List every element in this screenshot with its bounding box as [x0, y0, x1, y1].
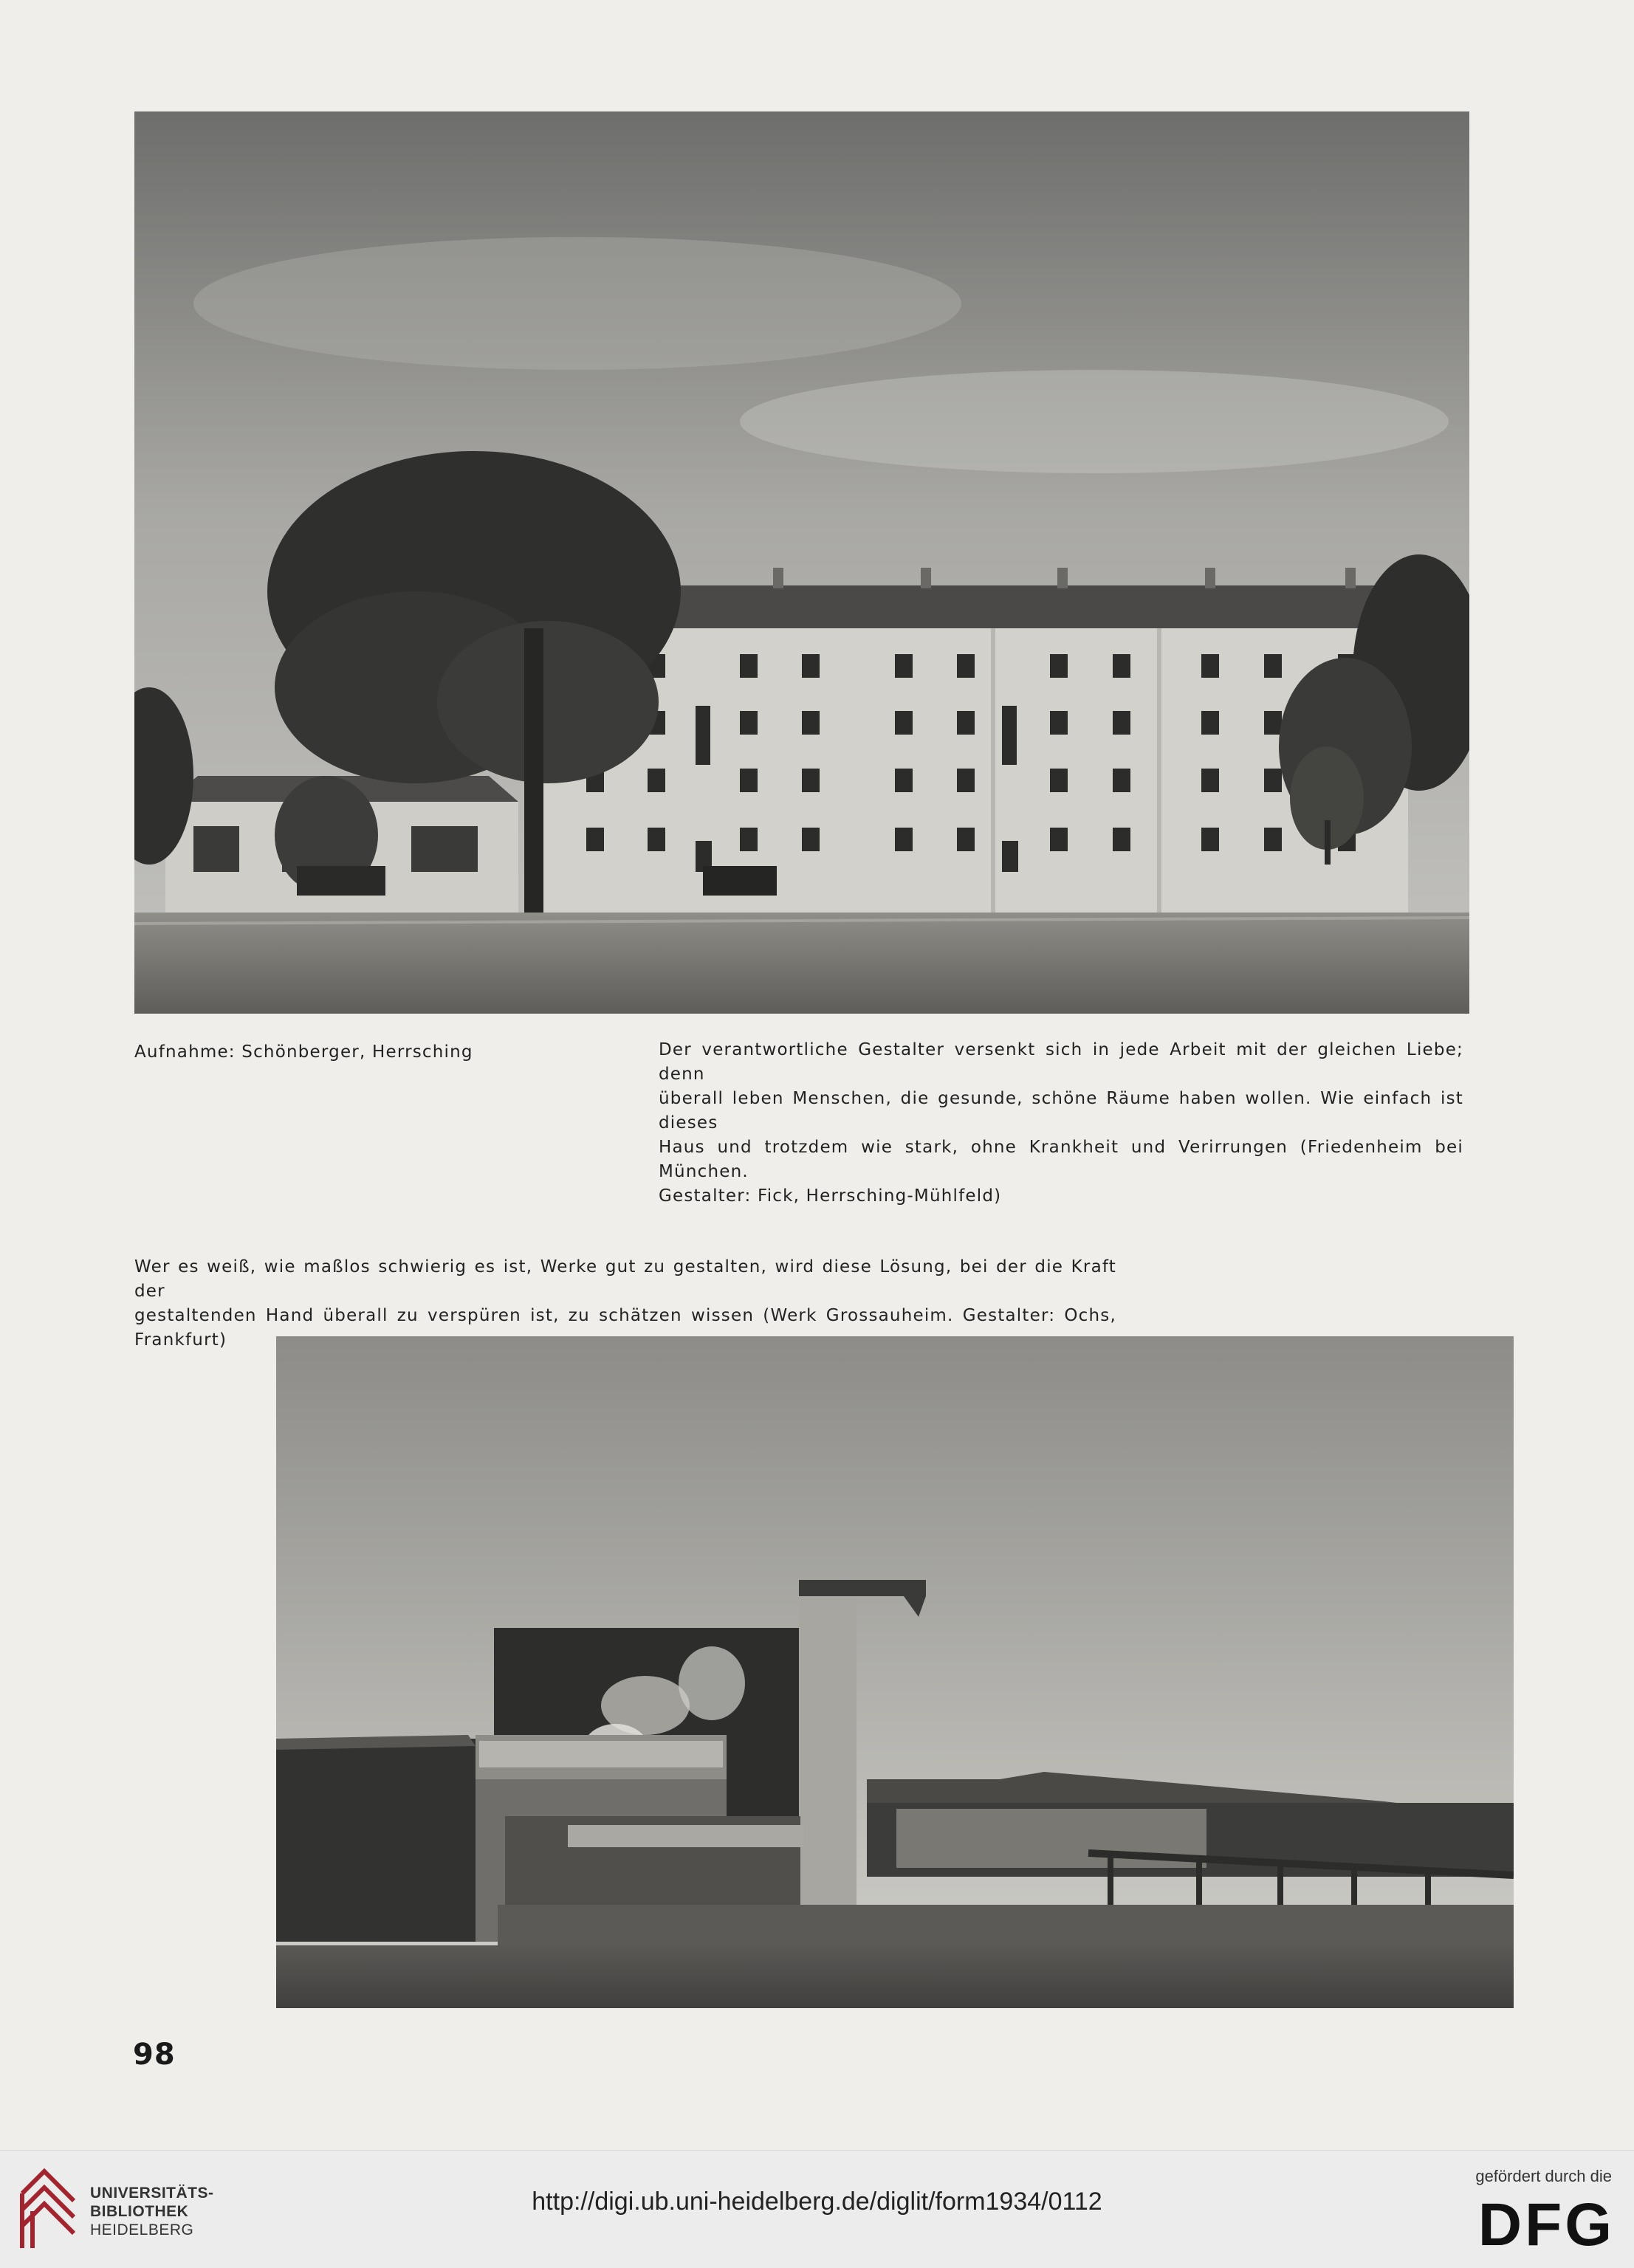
caption-apartment-building	[659, 1038, 1463, 1209]
library-name-line: UNIVERSITÄTS-	[90, 2185, 214, 2202]
photo-credit: Aufnahme: Schönberger, Herrsching	[134, 1042, 473, 1062]
caption-line: überall leben Menschen, die gesunde, schöne Räume haben wollen. Wie einfach ist dieses	[659, 1089, 1463, 1133]
dfg-logo-icon: DFG	[1477, 2191, 1615, 2258]
caption-line: Haus und trotzdem wie stark, ohne Krankheit und Verirrungen (Friedenheim bei München.	[659, 1138, 1463, 1181]
photo-factory-building	[276, 1336, 1514, 2008]
caption-line: Wer es weiß, wie maßlos schwierig es ist, Werke gut zu gestalten, wird diese Lösung, bei der die Kraft der	[134, 1257, 1116, 1301]
permalink-url[interactable]: http://digi.ub.uni-heidelberg.de/diglit/form1934/0112	[532, 2188, 1102, 2216]
caption-line: Gestalter: Fick, Herrsching-Mühlfeld)	[659, 1186, 1002, 1206]
library-name-line: BIBLIOTHEK	[90, 2203, 189, 2220]
caption-line: gestaltenden Hand überall zu verspüren ist, zu schätzen wissen (Werk Grossauheim. Gestalter: Ochs, Frankfurt)	[134, 1306, 1116, 1350]
funded-by-label: gefördert durch die	[1475, 2167, 1612, 2185]
library-name-line: HEIDELBERG	[90, 2221, 194, 2238]
footer-bar	[0, 2150, 1634, 2268]
page-number: 98	[133, 2038, 176, 2072]
photo-apartment-building	[134, 111, 1469, 1014]
caption-line: Der verantwortliche Gestalter versenkt sich in jede Arbeit mit der gleichen Liebe; denn	[659, 1040, 1463, 1084]
